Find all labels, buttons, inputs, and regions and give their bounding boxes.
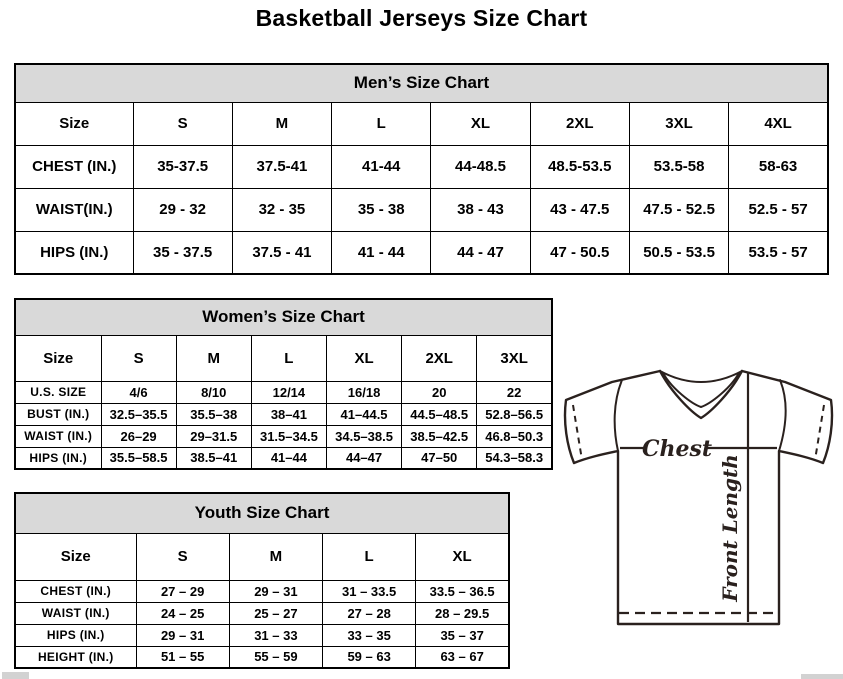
womens-header-row	[15, 335, 552, 381]
size-value-cell: 31.5–34.5	[251, 425, 326, 447]
size-value-cell: 35 – 37	[416, 624, 509, 646]
size-value-cell: 44 - 47	[431, 231, 530, 274]
row-label: HIPS (IN.)	[15, 231, 133, 274]
table-row	[15, 425, 552, 447]
size-value-cell: 43 - 47.5	[530, 188, 629, 231]
size-value-cell: 32 - 35	[232, 188, 331, 231]
size-value-cell: 55 – 59	[229, 646, 322, 668]
row-label: CHEST (IN.)	[15, 145, 133, 188]
size-value-cell: 37.5-41	[232, 145, 331, 188]
column-header: 3XL	[629, 102, 728, 145]
size-value-cell: 35.5–58.5	[101, 447, 176, 469]
size-value-cell: 26–29	[101, 425, 176, 447]
size-value-cell: 29–31.5	[176, 425, 251, 447]
size-value-cell: 35-37.5	[133, 145, 232, 188]
size-value-cell: 38–41	[251, 403, 326, 425]
column-header: M	[229, 533, 322, 580]
column-header: Size	[15, 102, 133, 145]
table-row	[15, 381, 552, 403]
size-value-cell: 34.5–38.5	[326, 425, 401, 447]
size-value-cell: 27 – 28	[323, 602, 416, 624]
size-value-cell: 47 - 50.5	[530, 231, 629, 274]
size-value-cell: 35.5–38	[176, 403, 251, 425]
size-value-cell: 24 – 25	[136, 602, 229, 624]
size-value-cell: 47.5 - 52.5	[629, 188, 728, 231]
scrollbar-fragment-right[interactable]	[801, 674, 843, 679]
table-row	[15, 580, 509, 602]
column-header: S	[101, 335, 176, 381]
column-header: M	[176, 335, 251, 381]
column-header: S	[136, 533, 229, 580]
size-value-cell: 52.5 - 57	[729, 188, 828, 231]
womens-table-title: Women’s Size Chart	[15, 299, 552, 335]
size-value-cell: 41–44.5	[326, 403, 401, 425]
size-value-cell: 12/14	[251, 381, 326, 403]
size-value-cell: 44–47	[326, 447, 401, 469]
column-header: XL	[326, 335, 401, 381]
size-value-cell: 4/6	[101, 381, 176, 403]
youth-table-title: Youth Size Chart	[15, 493, 509, 533]
size-value-cell: 63 – 67	[416, 646, 509, 668]
size-value-cell: 33 – 35	[323, 624, 416, 646]
mens-table-body	[15, 145, 828, 274]
row-label: BUST (IN.)	[15, 403, 101, 425]
row-label: CHEST (IN.)	[15, 580, 136, 602]
table-row	[15, 646, 509, 668]
column-header: 2XL	[402, 335, 477, 381]
table-row	[15, 403, 552, 425]
womens-size-table	[14, 298, 553, 470]
womens-table-body	[15, 381, 552, 469]
column-header: L	[251, 335, 326, 381]
size-value-cell: 44-48.5	[431, 145, 530, 188]
size-value-cell: 38 - 43	[431, 188, 530, 231]
chest-label: Chest	[641, 436, 713, 462]
size-value-cell: 41–44	[251, 447, 326, 469]
column-header: L	[323, 533, 416, 580]
size-value-cell: 52.8–56.5	[477, 403, 552, 425]
size-value-cell: 58-63	[729, 145, 828, 188]
column-header: Size	[15, 335, 101, 381]
size-value-cell: 46.8–50.3	[477, 425, 552, 447]
youth-size-table	[14, 492, 510, 669]
size-value-cell: 29 – 31	[136, 624, 229, 646]
row-label: WAIST (IN.)	[15, 602, 136, 624]
size-value-cell: 8/10	[176, 381, 251, 403]
table-row	[15, 624, 509, 646]
table-row	[15, 145, 828, 188]
size-value-cell: 28 – 29.5	[416, 602, 509, 624]
front-length-label: Front Length	[718, 454, 742, 602]
size-value-cell: 32.5–35.5	[101, 403, 176, 425]
column-header: XL	[431, 102, 530, 145]
size-value-cell: 59 – 63	[323, 646, 416, 668]
column-header: 2XL	[530, 102, 629, 145]
column-header: XL	[416, 533, 509, 580]
column-header: 3XL	[477, 335, 552, 381]
size-value-cell: 53.5-58	[629, 145, 728, 188]
size-value-cell: 16/18	[326, 381, 401, 403]
column-header: L	[332, 102, 431, 145]
size-value-cell: 47–50	[402, 447, 477, 469]
row-label: WAIST (IN.)	[15, 425, 101, 447]
size-value-cell: 22	[477, 381, 552, 403]
size-value-cell: 53.5 - 57	[729, 231, 828, 274]
size-value-cell: 27 – 29	[136, 580, 229, 602]
mens-table-title: Men’s Size Chart	[15, 64, 828, 102]
measurement-lines	[620, 373, 777, 622]
mens-size-table	[14, 63, 829, 275]
column-header: S	[133, 102, 232, 145]
size-value-cell: 48.5-53.5	[530, 145, 629, 188]
jersey-outline	[565, 371, 832, 624]
size-value-cell: 38.5–42.5	[402, 425, 477, 447]
table-row	[15, 602, 509, 624]
page-title: Basketball Jerseys Size Chart	[255, 5, 588, 31]
youth-table-body	[15, 580, 509, 668]
column-header: M	[232, 102, 331, 145]
row-label: U.S. SIZE	[15, 381, 101, 403]
size-value-cell: 31 – 33.5	[323, 580, 416, 602]
column-header: 4XL	[729, 102, 828, 145]
size-value-cell: 38.5–41	[176, 447, 251, 469]
size-value-cell: 33.5 – 36.5	[416, 580, 509, 602]
row-label: HEIGHT (IN.)	[15, 646, 136, 668]
size-value-cell: 37.5 - 41	[232, 231, 331, 274]
size-value-cell: 41 - 44	[332, 231, 431, 274]
size-value-cell: 50.5 - 53.5	[629, 231, 728, 274]
size-value-cell: 35 - 38	[332, 188, 431, 231]
jersey-measurement-diagram	[556, 360, 841, 635]
size-value-cell: 25 – 27	[229, 602, 322, 624]
table-row	[15, 447, 552, 469]
size-value-cell: 20	[402, 381, 477, 403]
size-value-cell: 31 – 33	[229, 624, 322, 646]
mens-header-row	[15, 102, 828, 145]
youth-header-row	[15, 533, 509, 580]
size-value-cell: 29 - 32	[133, 188, 232, 231]
size-value-cell: 44.5–48.5	[402, 403, 477, 425]
table-row	[15, 231, 828, 274]
size-value-cell: 51 – 55	[136, 646, 229, 668]
size-value-cell: 41-44	[332, 145, 431, 188]
row-label: HIPS (IN.)	[15, 624, 136, 646]
column-header: Size	[15, 533, 136, 580]
table-row	[15, 188, 828, 231]
size-value-cell: 35 - 37.5	[133, 231, 232, 274]
size-value-cell: 54.3–58.3	[477, 447, 552, 469]
row-label: HIPS (IN.)	[15, 447, 101, 469]
size-value-cell: 29 – 31	[229, 580, 322, 602]
scrollbar-fragment-left[interactable]	[2, 672, 29, 679]
row-label: WAIST(IN.)	[15, 188, 133, 231]
